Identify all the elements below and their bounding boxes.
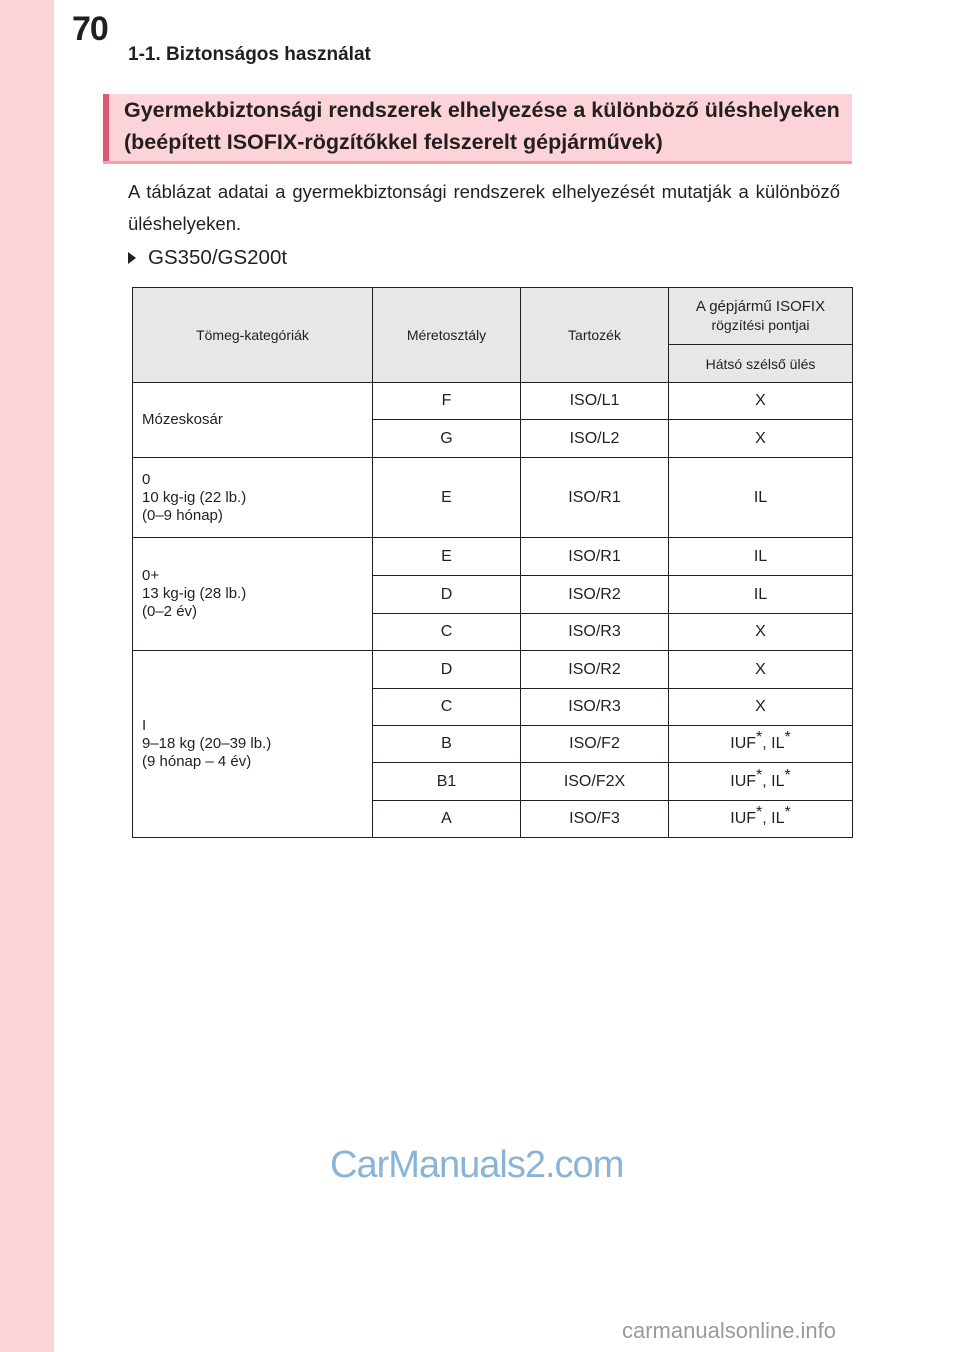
seat-cell: X [669,651,853,689]
header-fixture: Tartozék [521,288,669,383]
weight-category-cell [133,538,373,651]
size-cell: E [373,458,521,538]
watermark: CarManuals2.com [330,1144,624,1186]
section-heading-box [103,94,852,164]
intro-paragraph: A táblázat adatai a gyermekbiztonsági rendszerek elhelyezését mutatják a különböző üléshelyeken. [128,181,840,234]
page-number: 70 [72,10,108,48]
footnote-star: * [756,804,763,821]
section-title-line-2: (beépített ISOFIX-rögzítőkkel felszerelt gépjárművek) [124,130,663,154]
seat-cell: IUF*, IL* [669,763,853,801]
footnote-star: * [756,766,763,784]
seat-cell: IL [669,458,853,538]
seat-cell: IL [669,538,853,576]
table-row [133,383,853,420]
model-label: GS350/GS200t [148,246,288,269]
fixture-cell: ISO/F2X [521,763,669,801]
fixture-cell: ISO/R3 [521,689,669,726]
table-row [133,538,853,576]
seat-cell: X [669,383,853,420]
section-title-line-1: Gyermekbiztonsági rendszerek elhelyezése a különböző üléshelyeken [124,98,840,122]
fixture-cell: ISO/R1 [521,458,669,538]
fixture-cell: ISO/L2 [521,420,669,458]
weight-category-line: 9–18 kg (20–39 lb.) [142,735,272,752]
seat-cell: IUF*, IL* [669,726,853,763]
weight-category-cell [133,383,373,458]
table-row [133,458,853,538]
isofix-table [132,287,853,838]
weight-category-line: (9 hónap – 4 év) [142,753,252,770]
weight-category-cell [133,458,373,538]
footnote-star: * [756,729,763,746]
size-cell: B [373,726,521,763]
fixture-cell: ISO/R3 [521,614,669,651]
weight-category-line: I [142,717,147,734]
weight-category-line: (0–9 hónap) [142,506,223,524]
size-cell: A [373,801,521,838]
fixture-cell: ISO/R2 [521,651,669,689]
weight-category-line: 0+ [142,567,160,584]
weight-category-line: Mózeskosár [142,411,223,428]
model-heading [128,246,287,270]
size-cell: E [373,538,521,576]
header-isofix [669,288,853,345]
table-row [133,651,853,689]
size-cell: C [373,689,521,726]
weight-category-line: 0 [142,470,151,488]
weight-category-line: (0–2 év) [142,603,198,620]
weight-category-cell [133,651,373,838]
section-accent-bar [103,94,109,161]
size-cell: G [373,420,521,458]
side-color-strip [0,0,54,1352]
chapter-title: 1-1. Biztonságos használat [128,44,371,65]
bullet-triangle-icon [128,252,136,264]
fixture-cell: ISO/F2 [521,726,669,763]
seat-cell: IL [669,576,853,614]
seat-cell: IUF*, IL* [669,801,853,838]
header-weight: Tömeg-kategóriák [133,288,373,383]
header-size: Méretosztály [373,288,521,383]
seat-cell: X [669,420,853,458]
size-cell: F [373,383,521,420]
footnote-star: * [784,766,791,784]
footnote-star: * [784,804,791,821]
footnote-star: * [784,729,791,746]
fixture-cell: ISO/F3 [521,801,669,838]
seat-cell: X [669,614,853,651]
header-seat: Hátsó szélső ülés [669,345,853,383]
size-cell: D [373,651,521,689]
fixture-cell: ISO/L1 [521,383,669,420]
weight-category-line: 10 kg-ig (22 lb.) [142,488,247,506]
header-isofix-title: A gépjármű ISOFIX [695,298,826,315]
size-cell: C [373,614,521,651]
size-cell: D [373,576,521,614]
seat-cell: X [669,689,853,726]
header-isofix-sub: rögzítési pontjai [711,317,810,333]
footer-site: carmanualsonline.info [622,1318,837,1343]
fixture-cell: ISO/R1 [521,538,669,576]
weight-category-line: 13 kg-ig (28 lb.) [142,585,247,602]
size-cell: B1 [373,763,521,801]
fixture-cell: ISO/R2 [521,576,669,614]
